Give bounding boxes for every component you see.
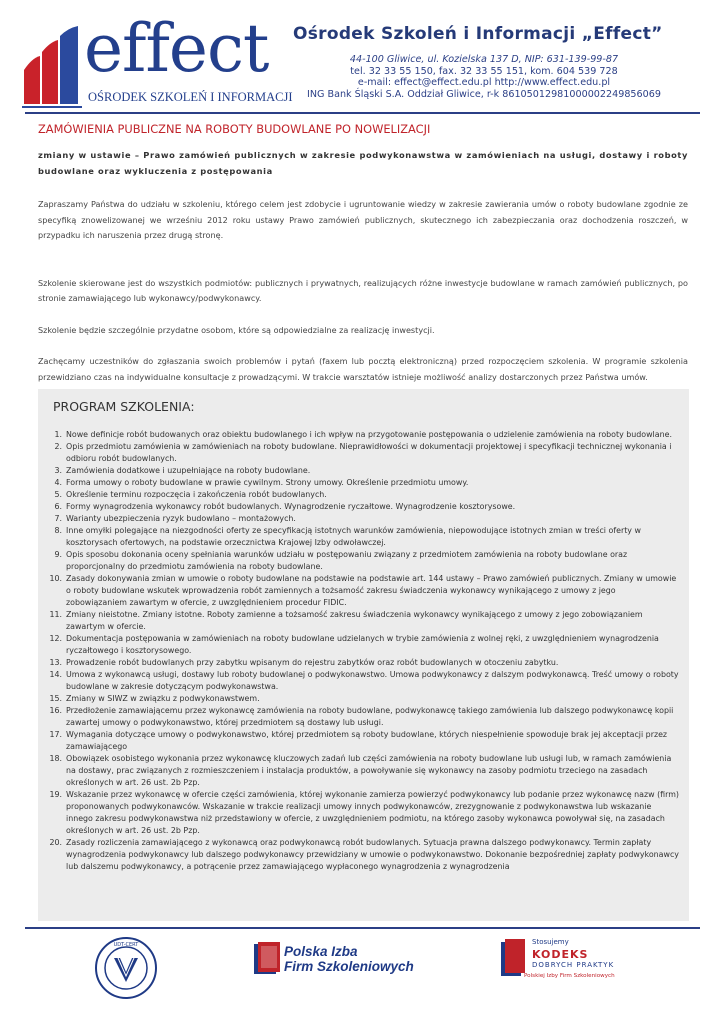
program-item-text: Zmiany nieistotne. Zmiany istotne. Roboty zamienne a tożsamość zakresu świadczenia wykonawcy wynikającego z umowy z jego zobowiązaniem zawartym w ofercie. [66,610,643,631]
program-item [38,789,689,837]
kodeks-stosujemy: Stosujemy [532,938,569,946]
program-item-text: Zasady dokonywania zmian w umowie o roboty budowlane na podstawie na podstawie art. 144 ustawy – Prawo zamówień publicznych. Zmiany w umowie o roboty budowlane wskutek wprowadzenia robót zamiennych a tożsamość zakresu świadczenia wykonawcy wynikającego z umowy z jego zobowiązaniem zawartym w ofercie, z uwzględnieniem procedur FIDIC. [66,574,677,607]
pif-logo [252,940,422,992]
footer-logos [0,930,724,1024]
program-item-text: Zmiany w SIWZ w związku z podwykonawstwem. [66,694,260,703]
program-item-text: Obowiązek osobistego wykonania przez wykonawcę kluczowych zadań lub części zamówienia na roboty budowlane lub usługi lub, w ramach zamówienia na dostawy, prac związanych z rozmieszczeniem i instalacja produktów, a powoływanie się wykonawcy na zasoby podmiotu trzeciego na zasadach określonych w art. 26 ust. 2b Pzp. [66,754,672,787]
program-item-number: 16. [49,706,62,715]
program-item-number: 19. [49,790,62,799]
program-item [38,753,689,789]
program-item-number: 17. [49,730,62,739]
program-item [38,489,689,501]
program-item-number: 3. [54,466,62,475]
program-item [38,669,689,693]
program-item-text: Określenie terminu rozpoczęcia i zakończenia robót budowlanych. [66,490,327,499]
program-item [38,693,689,705]
program-item-number: 14. [49,670,62,679]
program-item [38,525,689,549]
program-item [38,729,689,753]
logo-subtitle: OŚRODEK SZKOLEŃ I INFORMACJI [88,90,293,104]
letterhead [0,0,724,115]
program-item-text: Inne omyłki polegające na niezgodności oferty ze specyfikacją istotnych warunków zamówienia, niepowodujące istotnych zmian w treści oferty w kosztorysach ofertowych, na podstawie orzecznictwa Krajowej Izby odwoławczej. [66,526,641,547]
pif-name-line2: Firm Szkoleniowych [284,959,414,974]
document-body [38,120,688,385]
program-item-number: 18. [49,754,62,763]
kodeks-title: KODEKS [532,948,589,961]
program-item [38,573,689,609]
org-address: 44-100 Gliwice, ul. Kozielska 137 D, NIP: 631-139-99-87 [349,54,619,65]
effect-logo [22,10,293,110]
program-item [38,549,689,573]
program-item-text: Przedłożenie zamawiającemu przez wykonawcę zamówienia na roboty budowlane, podwykonawcę takiego zamówienia lub dalszego podwykonawcę kopii zawartej umowy o podwykonawstwo, której przedmiotem są dostawy lub usługi. [66,706,674,727]
program-item-text: Opis sposobu dokonania oceny spełniania warunków udziału w postępowaniu związany z przedmiotem zamówienia na roboty budowlane oraz proporcjonalny do przedmiotu zamówienia na roboty budowlane. [66,550,628,571]
document-title: ZAMÓWIENIA PUBLICZNE NA ROBOTY BUDOWLANE PO NOWELIZACJI [38,122,431,136]
program-item-text: Forma umowy o roboty budowlane w prawie cywilnym. Strony umowy. Określenie przedmiotu umowy. [66,478,469,487]
program-item-text: Wskazanie przez wykonawcę w ofercie części zamówienia, której wykonanie zamierza powierzyć podwykonawcy lub podanie przez wykonawcę nazw (firm) proponowanych podwykonawców. Wskazanie w trakcie realizacji umowy innych podwykonawców, zrezygnowanie z podwykonawstwa lub wskazanie innego zakresu podwykonawstwa niż przedstawiony w ofercie, z uwzględnieniem podmiotu, na którego zasoby wykonawca powoływał się, na zasadach określonych w art. 26 ust. 2b Pzp. [66,790,679,835]
document-subtitle: zmiany w ustawie – Prawo zamówień publicznych w zakresie podwykonawstwa w zamówieniach na usługi, dostawy i roboty budowlane oraz wykluczenia z postępowania [38,150,688,176]
logo-wordmark: effect [84,10,269,87]
udt-cert-seal [94,936,158,1000]
program-item-number: 10. [49,574,62,583]
program-item-number: 13. [49,658,62,667]
org-email-website[interactable]: e-mail: effect@effect.edu.pl http://www.effect.edu.pl [357,77,611,88]
seal-text: UDT-CERT [113,942,139,948]
pif-book-icon [252,940,282,980]
program-item-text: Umowa z wykonawcą usługi, dostawy lub roboty budowlanej o podwykonawstwo. Umowa podwykonawcy z dalszym podwykonawcą. Treść umowy o roboty budowlane w zakresie dotyczącym podwykonawstwa. [66,670,679,691]
pif-name-line1: Polska Izba [284,944,358,959]
program-item-text: Wymagania dotyczące umowy o podwykonawstwo, której przedmiotem są roboty budowlane, których niespełnienie spowoduje brak jej akceptacji przez zamawiającego [66,730,668,751]
program-list [38,429,689,873]
org-bank-account: ING Bank Śląski S.A. Oddział Gliwice, r-k 86105012981000002249856069 [307,88,661,100]
program-item-text: Nowe definicje robót budowanych oraz obiektu budowlanego i ich wpływ na przygotowanie postępowania o udzielenie zamówienia na roboty budowlane. [66,430,672,439]
organization-contact-block [294,54,674,100]
audience-paragraph: Szkolenie skierowane jest do wszystkich podmiotów: publicznych i prywatnych, realizujących różne inwestycje budowlane w ramach zamówień publicznych, po stronie zamawiającego lub wykonawcy/podwykonawcy. [38,277,688,303]
program-section [38,389,689,921]
program-item-number: 4. [54,478,62,487]
program-item-number: 5. [54,490,62,499]
program-item-number: 20. [49,838,62,847]
header-divider [25,112,700,114]
program-item-number: 12. [49,634,62,643]
program-item-text: Zamówienia dodatkowe i uzupełniające na roboty budowlane. [66,466,311,475]
certification-seal-icon [94,936,158,1000]
program-item-text: Dokumentacja postępowania w zamówieniach na roboty budowlane udzielanych w trybie zamówienia z wolnej ręki, z uwzględnieniem wynagrodzenia ryczałtowego i kosztorysowego. [66,634,659,655]
program-item-text: Prowadzenie robót budowlanych przy zabytku wpisanym do rejestru zabytków oraz robót budowlanych w otoczeniu zabytku. [66,658,559,667]
program-heading: PROGRAM SZKOLENIA: [53,399,195,414]
kodeks-footnote: Polskiej Izby Firm Szkoleniowych [524,973,615,979]
program-item [38,609,689,633]
program-item-number: 8. [54,526,62,535]
logo-bars-icon [22,22,92,110]
usefulness-paragraph: Szkolenie będzie szczególnie przydatne osobom, które są odpowiedzialne za realizację inwestycji. [38,324,435,335]
program-item-text: Zasady rozliczenia zamawiającego z wykonawcą oraz podwykonawcą robót budowlanych. Sytuacja prawna dalszego podwykonawcy. Termin zapłaty wynagrodzenia podwykonawcy lub dalszego podwykonawcy przewidziany w umowie o podwykonawstwo. Dokonanie bezpośredniej zapłaty podwykonawcy lub dalszemu podwykonawcy, a potrącenie przez zamawiającego wypłaconego wynagrodzenia z wynagrodzenia [66,838,679,871]
organization-name: Ośrodek Szkoleń i Informacji „Effect” [293,24,663,44]
program-item-number: 2. [54,442,62,451]
program-item-text: Opis przedmiotu zamówienia w zamówieniach na roboty budowlane. Nieprawidłowości w dokumentacji projektowej i specyfikacji technicznej wykonania i odbioru robót budowlanych. [66,442,672,463]
program-item [38,513,689,525]
program-item [38,501,689,513]
program-item-number: 15. [49,694,62,703]
program-item [38,441,689,465]
footer-divider [25,927,700,929]
program-item-number: 7. [54,514,62,523]
program-item [38,477,689,489]
program-item-number: 6. [54,502,62,511]
program-item [38,837,689,873]
pif-name [284,944,414,974]
program-item [38,465,689,477]
program-item-number: 9. [54,550,62,559]
program-item-number: 11. [49,610,62,619]
program-item-number: 1. [54,430,62,439]
program-item [38,429,689,441]
program-item [38,657,689,669]
intro-paragraph: Zapraszamy Państwa do udziału w szkoleniu, którego celem jest zdobycie i ugruntowanie wiedzy w zakresie zawierania umów o roboty budowlane zgodnie ze specyfiką znowelizowanej we wrześniu 2012 roku ustawy Prawo zamówień publicznych, skutecznego ich zabezpieczania oraz dochodzenia roszczeń, w przypadku ich naruszenia przez drugą stronę. [38,199,688,240]
program-item [38,633,689,657]
kodeks-subtitle: DOBRYCH PRAKTYK [532,961,615,969]
org-phone: tel. 32 33 55 150, fax. 32 33 55 151, kom. 604 539 728 [350,65,618,77]
program-item [38,705,689,729]
program-item-text: Formy wynagrodzenia wykonawcy robót budowlanych. Wynagrodzenie ryczałtowe. Wynagrodzenie kosztorysowe. [66,502,516,511]
program-item-text: Warianty ubezpieczenia ryzyk budowlano – montażowych. [66,514,296,523]
questions-paragraph: Zachęcamy uczestników do zgłaszania swoich problemów i pytań (faxem lub pocztą elektroniczną) przed rozpoczęciem szkolenia. W programie szkolenia przewidziano czas na indywidualne konsultacje z prowadzącymi. W trakcie warsztatów istnieje możliwość analizy dostarczonych przez Państwa umów. [38,356,688,382]
kodeks-logo [498,936,615,986]
